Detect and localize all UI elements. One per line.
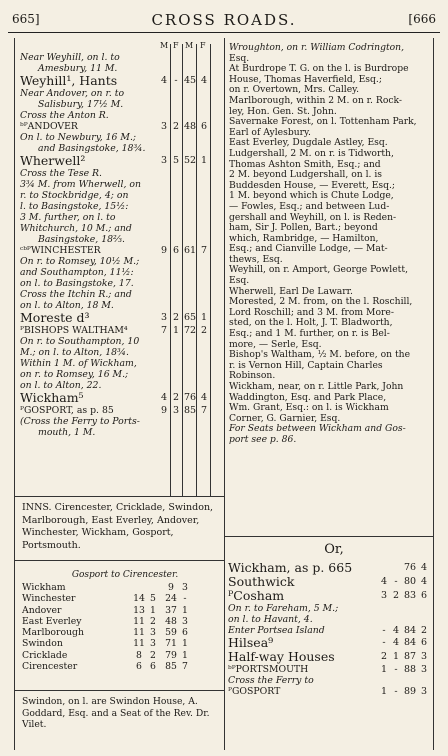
distance-value: 2	[200, 325, 208, 336]
distance-value: 87	[404, 651, 417, 662]
distance-value: 5	[150, 593, 156, 605]
distance-value: 4	[392, 625, 400, 636]
route-row-text: On r. to Fareham, 5 M.;	[228, 603, 339, 614]
seat-note-line: Esq.	[229, 275, 250, 287]
seat-note-line: thews, Esq.	[229, 253, 283, 265]
distance-value: 76	[184, 392, 197, 403]
mf-col-line	[170, 44, 171, 496]
route-row-text: Whitchurch, 10 M.; and	[20, 223, 132, 234]
seat-note-line: Lord Roschill; and 3 M. from More-	[229, 306, 394, 318]
route-row	[228, 589, 440, 603]
seat-note-line: Ludgershall, 2 M. on r. is Tidworth,	[229, 147, 394, 159]
seat-note-line: sted, on the l. Holt, J. T. Bladworth,	[229, 317, 393, 329]
distance-value: 1	[392, 651, 400, 662]
town-name: Winchester	[22, 593, 76, 605]
route-row	[20, 380, 168, 391]
seat-note-line: — Fowles, Esq.; and between Lud-	[229, 200, 390, 212]
distance-value: 59	[165, 627, 177, 639]
distance-value: 2	[150, 649, 156, 661]
route-row	[228, 575, 440, 589]
route-row	[20, 369, 168, 380]
route-row-text: on r. to Romsey, 16 M.;	[20, 369, 129, 380]
route-row	[20, 234, 168, 245]
route-row	[20, 223, 168, 234]
distance-value: 3	[182, 615, 188, 627]
route-row	[20, 311, 208, 325]
mf-col-line	[182, 44, 183, 496]
seat-note-line: At Burdrope T. G. on the l. is Burdrope	[229, 63, 409, 75]
distance-value: 4	[420, 576, 428, 587]
distance-value: 2	[172, 312, 180, 323]
route-row-text: On r. to Southampton, 10	[20, 336, 140, 347]
distance-value: 83	[404, 590, 417, 601]
distance-value: 7	[200, 405, 208, 416]
seat-note-line: For Seats between Wickham and Gos-	[229, 423, 406, 435]
route-row-text: Salisbury, 17½ M.	[38, 99, 124, 110]
route-row-text: on l. to Basingstoke, 17.	[20, 278, 134, 289]
route-row-text: Cross the Tese R.	[20, 168, 102, 179]
route-row-text: Weyhill¹, Hants	[20, 74, 118, 88]
section-rule	[14, 560, 224, 561]
table-row	[22, 650, 226, 661]
route-row-text: Near Weyhill, on l. to	[20, 52, 120, 63]
route-row	[20, 358, 168, 369]
distance-value: 3	[172, 405, 180, 416]
distance-value: 1	[182, 649, 188, 661]
distance-value: 6	[172, 245, 180, 256]
route-row-text: Southwick	[228, 575, 295, 589]
distance-value: 14	[133, 593, 145, 605]
route-row	[20, 143, 168, 154]
town-name: Marlborough	[22, 627, 84, 639]
town-name: Andover	[22, 604, 62, 616]
inns-note: INNS. Cirencester, Cricklade, Swindon, Marlborough, East Everley, Andover, Winchester, Wickham, Gosport, Portsmouth.	[22, 502, 214, 551]
town-name: Cirencester	[22, 661, 78, 673]
route-row-text: Wickham, as p. 665	[228, 561, 353, 575]
distance-value: 4	[200, 75, 208, 86]
route-row-text: and Southampton, 11½:	[20, 267, 134, 278]
route-row	[20, 99, 168, 110]
route-row-text: Cross the Ferry to	[228, 675, 314, 686]
distance-value: 3	[420, 664, 428, 675]
distance-value: 4	[160, 392, 168, 403]
distance-value: 11	[133, 638, 145, 650]
distance-value: 7	[182, 661, 188, 673]
route-row	[20, 179, 168, 190]
distance-value: -	[394, 576, 398, 587]
distance-value: 8	[136, 649, 142, 661]
seat-note-line: 1 M. beyond which is Chute Lodge,	[229, 190, 394, 202]
town-name: Cricklade	[22, 649, 68, 661]
route-row	[228, 561, 440, 575]
mf-col-line	[196, 44, 197, 496]
route-row	[228, 636, 440, 650]
route-row-text: Wickham⁵	[20, 391, 84, 405]
route-row-text: Cross the Anton R.	[20, 110, 109, 121]
distance-value: 1	[380, 664, 388, 675]
distance-value: -	[394, 686, 398, 697]
route-row	[228, 614, 440, 625]
distance-value: 72	[184, 325, 197, 336]
seat-note-line: r. is Vernon Hill, Captain Charles	[229, 359, 383, 371]
route-row	[20, 132, 168, 143]
section-rule	[14, 690, 224, 691]
distance-value: 3	[420, 686, 428, 697]
distance-value: 1	[150, 604, 156, 616]
route-row	[20, 245, 208, 256]
seat-note-line: Savernake Forest, on l. Tottenham Park,	[229, 116, 417, 128]
distance-value: 3	[150, 638, 156, 650]
seat-note-line: Marlborough, within 2 M. on r. Rock-	[229, 94, 403, 106]
route-row	[228, 664, 440, 675]
seat-note-line: Esq.	[229, 52, 250, 64]
seat-note-line: Wm. Grant, Esq.: on l. is Wickham	[229, 402, 389, 414]
route-row	[20, 300, 168, 311]
route-row	[20, 190, 168, 201]
seat-note-line: Robinson.	[229, 370, 276, 382]
distance-value: 2	[420, 625, 428, 636]
distance-value: 2	[380, 651, 388, 662]
route-row-text: Within 1 M. of Wickham,	[20, 358, 137, 369]
distance-value: 11	[133, 627, 145, 639]
seat-note-line: 2 M. beyond Ludgershall, on l. is	[229, 169, 383, 181]
distance-value: 13	[133, 604, 145, 616]
distance-value: 1	[182, 604, 188, 616]
route-row	[20, 336, 168, 347]
route-row	[20, 416, 168, 427]
route-row-text: Amesbury, 11 M.	[38, 63, 118, 74]
seat-note-line: Morested, 2 M. from, on the l. Roschill,	[229, 296, 413, 308]
table-row	[22, 627, 226, 638]
town-name: Wickham	[22, 582, 66, 593]
distance-value: 6	[420, 637, 428, 648]
route-row-text: (Cross the Ferry to Ports-	[20, 416, 140, 427]
distance-value: 89	[404, 686, 417, 697]
distance-value: 1	[200, 312, 208, 323]
table-row	[22, 593, 226, 604]
seat-note-line: Buddesden House, — Everett, Esq.;	[229, 179, 396, 191]
distance-value: 65	[184, 312, 197, 323]
distance-value: 2	[392, 590, 400, 601]
route-row	[20, 427, 168, 438]
route-row-text: Half-way Houses	[228, 650, 335, 664]
route-row	[228, 686, 440, 697]
distance-value: 9	[168, 582, 174, 593]
distance-value: 3	[150, 627, 156, 639]
alt-route	[228, 542, 440, 697]
distance-value: 4	[420, 562, 428, 573]
route-row-text: Hilsea⁹	[228, 636, 274, 650]
distance-value: 76	[404, 562, 417, 573]
swindon-note: Swindon, on l. are Swindon House, A. Goddard, Esq. and a Seat of the Rev. Dr. Vilet.	[22, 696, 210, 730]
mf-col-line	[210, 44, 211, 496]
distance-value: 6	[182, 627, 188, 639]
distance-value: 3	[420, 651, 428, 662]
distance-value: 4	[200, 392, 208, 403]
route-row-text: and Basingstoke, 18¾.	[38, 143, 146, 154]
distance-value: -	[382, 637, 386, 648]
distance-value: 61	[184, 245, 197, 256]
distance-value: 4	[380, 576, 388, 587]
route-row	[20, 256, 168, 267]
route-row	[228, 625, 440, 636]
distance-value: 6	[420, 590, 428, 601]
route-row-text: 3 M. further, on l. to	[20, 212, 116, 223]
table-row	[22, 638, 226, 649]
distance-value: 84	[404, 637, 417, 648]
distance-value: 2	[150, 615, 156, 627]
route-row	[20, 212, 168, 223]
route-row	[20, 405, 208, 416]
distance-value: 7	[200, 245, 208, 256]
route-row	[228, 650, 440, 664]
distance-value: 48	[165, 615, 177, 627]
route-row-text: On r. to Romsey, 10½ M.;	[20, 256, 140, 267]
route-row-text: Near Andover, on r. to	[20, 88, 125, 99]
distance-value: -	[382, 625, 386, 636]
seat-note-line: ley, Hon. Gen. St. John.	[229, 105, 337, 117]
route-row-text: on l. to Alton, 18 M.	[20, 300, 114, 311]
route-row-text: ᴾCosham	[228, 589, 285, 603]
distance-value: 52	[184, 155, 197, 166]
left-border	[14, 38, 15, 750]
distance-value: 3	[160, 121, 168, 132]
seat-note-line: House, Thomas Haverfield, Esq.;	[229, 73, 382, 85]
route-row-text: Wherwell²	[20, 154, 86, 168]
route-row-text: on l. to Alton, 22.	[20, 380, 102, 391]
town-name: East Everley	[22, 615, 82, 627]
distance-value: 80	[404, 576, 417, 587]
distance-value: 11	[133, 615, 145, 627]
table-row	[22, 605, 226, 616]
distance-value: 71	[165, 638, 177, 650]
route-row-text: ᵇᴾPORTSMOUTH	[228, 664, 309, 675]
route-row-text: On l. to Newbury, 16 M.;	[20, 132, 137, 143]
distance-value: 48	[184, 121, 197, 132]
seat-note-line: Weyhill, on r. Amport, George Powlett,	[229, 264, 408, 276]
route-row-text: ᴾBISHOPS WALTHAM⁴	[20, 325, 128, 336]
seat-note-line: Wroughton, on r. William Codrington,	[229, 42, 405, 53]
distance-value: 4	[392, 637, 400, 648]
distance-value: -	[394, 664, 398, 675]
distance-value: 2	[172, 392, 180, 403]
distance-value: 24	[165, 593, 177, 605]
route-row	[228, 675, 440, 686]
town-name: Swindon	[22, 638, 63, 650]
seat-note-line: on r. Overtown, Mrs. Calley.	[229, 84, 360, 96]
route-row	[20, 325, 208, 336]
route-row	[20, 154, 208, 168]
page-title: CROSS ROADS.	[151, 11, 297, 29]
route-row-text: Moreste d³	[20, 311, 90, 325]
route-row	[20, 74, 208, 88]
distance-value: 1	[200, 155, 208, 166]
table-row	[22, 661, 226, 672]
route-row-text: Basingstoke, 18⅔.	[38, 234, 126, 245]
page-header	[8, 2, 440, 33]
distance-value: 3	[160, 312, 168, 323]
route-row	[20, 201, 168, 212]
route-row	[20, 52, 168, 63]
gosport-table-title: Gosport to Cirencester.	[71, 570, 179, 580]
route-row-text: l. to Basingstoke, 15½:	[20, 201, 129, 212]
seat-note-line: Wherwell, Earl De Lawarr.	[229, 285, 353, 297]
distance-value: 5	[172, 155, 180, 166]
route-row	[20, 267, 168, 278]
route-row	[20, 168, 168, 179]
page-number-right: [666	[408, 12, 436, 26]
distance-value: 79	[165, 649, 177, 661]
route-list	[20, 52, 208, 438]
route-row	[20, 121, 208, 132]
seat-note-line: which, Rambridge, — Hamilton,	[229, 232, 379, 244]
distance-value: 9	[160, 245, 168, 256]
distance-value: 85	[165, 661, 177, 673]
route-row	[20, 391, 208, 405]
route-row-text: M.; on l. to Alton, 18¾.	[20, 347, 129, 358]
gosport-table	[22, 582, 226, 672]
distance-value: 6	[136, 661, 142, 673]
route-row-text: on l. to Havant, 4.	[228, 614, 313, 625]
route-row-text: ᴾGOSPORT, as p. 85	[20, 405, 114, 416]
table-row	[22, 582, 226, 593]
seat-note-line: Wickham, near, on r. Little Park, John	[229, 381, 404, 392]
route-row-text: ᴾGOSPORT	[228, 686, 281, 697]
distance-value: 1	[380, 686, 388, 697]
distance-value: 37	[165, 604, 177, 616]
seat-note-line: Bishop's Waltham, ½ M. before, on the	[229, 349, 411, 361]
seat-note-line: more, — Serle, Esq.	[229, 338, 322, 350]
route-row	[20, 88, 168, 99]
distance-value: 1	[182, 638, 188, 650]
route-row	[20, 63, 168, 74]
distance-value: 1	[172, 325, 180, 336]
seat-note-line: Thomas Ashton Smith, Esq.; and	[229, 158, 381, 170]
seat-note-line: East Everley, Dugdale Astley, Esq.	[229, 137, 388, 149]
distance-value: 45	[184, 75, 197, 86]
section-rule	[224, 536, 433, 537]
distance-value: 7	[160, 325, 168, 336]
seat-note-line: Waddington, Esq. and Park Place,	[229, 391, 387, 403]
table-row	[22, 616, 226, 627]
seat-note-line: Earl of Aylesbury.	[229, 126, 311, 138]
route-row	[228, 603, 440, 614]
alt-route-title: Or,	[324, 542, 344, 557]
route-row	[20, 278, 168, 289]
route-row	[20, 347, 168, 358]
seat-note-line: Corner, G. Garnier, Esq.	[229, 412, 341, 424]
distance-value: 85	[184, 405, 197, 416]
seat-note-line: port see p. 86.	[229, 433, 297, 445]
route-row-text: Cross the Itchin R.; and	[20, 289, 132, 300]
distance-value: 2	[172, 121, 180, 132]
distance-value: 3	[160, 155, 168, 166]
route-row-text: r. to Stockbridge, 4; on	[20, 190, 129, 201]
seat-note-line: Esq.; and Cianville Lodge, — Mat-	[229, 243, 388, 255]
route-row-text: ᶜᵇᴾWINCHESTER	[20, 245, 101, 256]
route-row-text: Enter Portsea Island	[228, 625, 325, 636]
distance-value: 4	[160, 75, 168, 86]
distance-value: -	[174, 75, 178, 86]
distance-value: 6	[150, 661, 156, 673]
seat-note-line: ham, Sir J. Pollen, Bart.; beyond	[229, 222, 378, 234]
seat-note-line: Esq.; and 1 M. further, on r. is Bel-	[229, 328, 390, 340]
route-row-text: ᵇᴾANDOVER	[20, 121, 78, 132]
route-row-text: mouth, 1 M.	[38, 427, 96, 438]
distance-value: 88	[404, 664, 417, 675]
distance-value: 3	[380, 590, 388, 601]
seat-note-line: gershall and Weyhill, on l. is Reden-	[229, 211, 397, 223]
distance-value: 6	[200, 121, 208, 132]
route-row	[20, 110, 168, 121]
page-number-left: 665]	[12, 12, 40, 26]
route-row-text: 3¾ M. from Wherwell, on	[20, 179, 141, 190]
section-rule	[14, 496, 224, 497]
distance-value: 84	[404, 625, 417, 636]
distance-value: 9	[160, 405, 168, 416]
distance-value: 3	[182, 582, 188, 593]
route-row	[20, 289, 168, 300]
seats-notes	[229, 43, 431, 446]
book-page: 665] CROSS ROADS. [666 M F M F Near Weyhill, on l. to Amesbury, 11 M. Weyhill¹, Hants 4 - 45 4 Near Andover, on r. to Salisbury, 17½ M. Cross the Anton R. ᵇᴾANDOVER 3 2 48 6 On l. to Newbury, 16 M.; and Basingstoke, 18¾. Wherwell² 3 5 52 1 Cross the Tese R. 3¾ M. from Wherwell, on r. to Stockbridge, 4; on l. to Basingstoke, 15½: 3 M. further, on l. to Whitchurch, 10 M.; and Basingstoke, 18⅔. ᶜᵇᴾWINCHESTER 9 6 61 7 On r. to Romsey, 10½ M.; and Southampton, 11½: on l. to Basingstoke, 17. Cross the Itchin R.; and on l. to Alton, 18 M. Moreste d³ 3 2 65 1 ᴾBISHOPS WALTHAM⁴ 7 1 72 2 On r. to Southampton, 10 M.; on l. to Alton, 18¾. Within 1 M. of Wickham, on r. to Romsey, 16 M.; on l. to Alton, 22. Wickham⁵ 4 2 76 4 ᴾGOSPORT, as p. 85 9 3 85 7 (Cross the Ferry to Ports- mouth, 1 M. Wroughton, on r. William Codrington, Esq. At Burdrope T. G. on the l. is Burdrope House, Thomas Haverfield, Esq.; on r. Overtown, Mrs. Calley. Marlborough, within 2 M. on r. Rock- ley, Hon. Gen. St. John. Savernake Forest, on l. Tottenham Park, Earl of Aylesbury. East Everley, Dugdale Astley, Esq. Ludgershall, 2 M. on r. is Tidworth, Thomas Ashton Smith, Esq.; and 2 M. beyond Ludgershall, on l. is Buddesden House, — Everett, Esq.; 1 M. beyond which is Chute Lodge, — Fowles, Esq.; and between Lud- gershall and Weyhill, on l. is Reden- ham, Sir J. Pollen, Bart.; beyond which, Rambridge, — Hamilton, Esq.; and Cianville Lodge, — Mat- thews, Esq. Weyhill, on r. Amport, George Powlett, Esq. Wherwell, Earl De Lawarr. Morested, 2 M. from, on the l. Roschill, Lord Roschill; and 3 M. from More- sted, on the l. Holt, J. T. Bladworth, Esq.; and 1 M. further, on r. is Bel- more, — Serle, Esq. Bishop's Waltham, ½ M. before, on the r. is Vernon Hill, Captain Charles Robinson. Wickham, near, on r. Little Park, John Waddington, Esq. and Park Place, Wm. Grant, Esq.: on l. is Wickham Corner, G. Garnier, Esq. For Seats between Wickham and Gos- port see p. 86. INNS. Cirencester, Cricklade, Swindon, Marlborough, East Everley, Andover, Winchester, Wickham, Gosport, Portsmouth. Gosport to Cirencester. Wickham 9 3 Winchester 14 5 24 - Andover 13 1 37 1 East Everley 11 2 48 3 Marlborough 11 3 59 6 Swindon 11 3 71 1 Cricklade 8 2 79 1 Cirencester 6 6 85 7 Swindon, on l. are Swindon House, A. Goddard, Esq. and a Seat of the Rev. Dr. Vilet. Or, Wickham, as p. 665 76 4 Southwick 4 - 80 4 ᴾCosham 3 2 83 6 On r. to Fareham, 5 M.; on l. to Havant, 4. Enter Portsea Island - 4 84 2 Hilsea⁹ - 4 84 6 Half-way Houses 2 1 87 3 ᵇᴾPORTSMOUTH 1 - 88 3 Cross the Ferry to ᴾGOSPORT 1 - 89 3	[0, 0, 448, 756]
distance-value: -	[183, 593, 187, 605]
